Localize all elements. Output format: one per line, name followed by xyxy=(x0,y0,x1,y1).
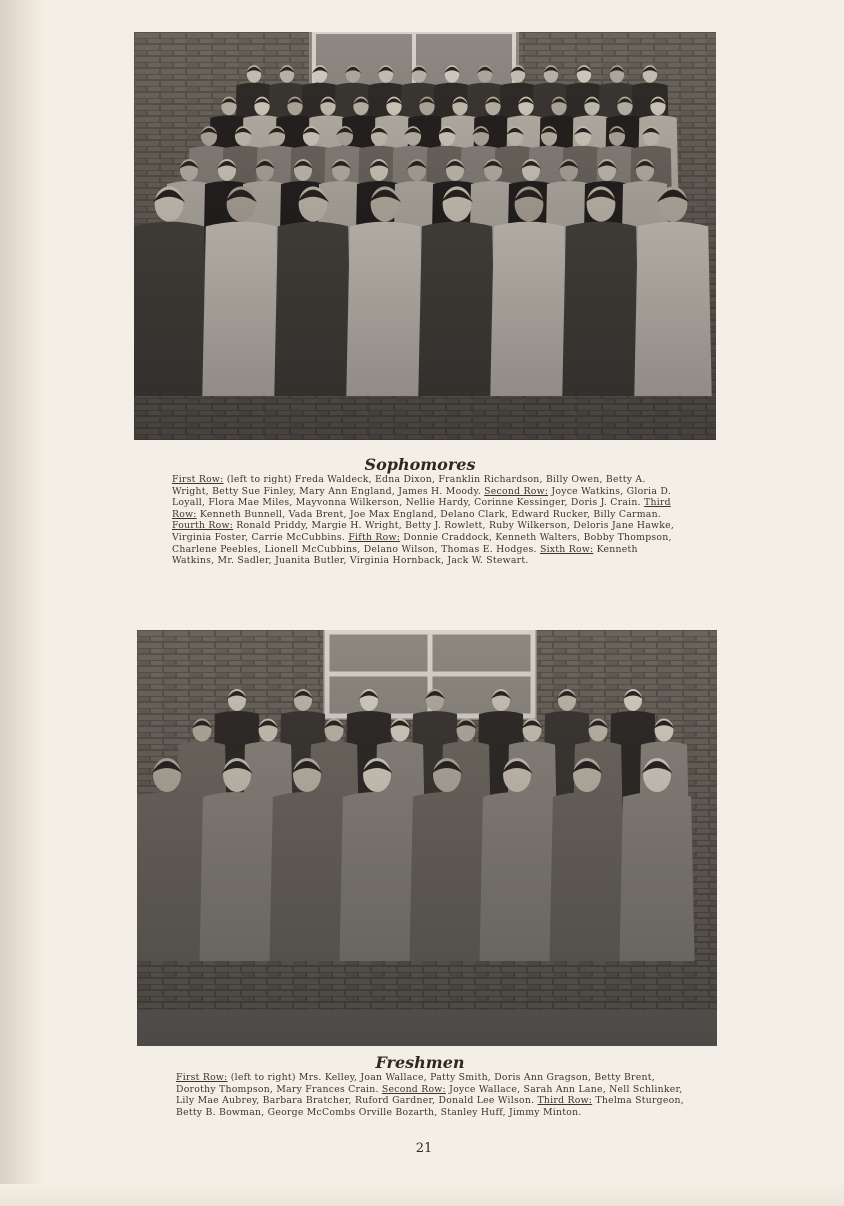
caption-row-label: First Row: xyxy=(172,474,224,485)
caption-row-names: Donnie Craddock, Kenneth Walters, Bobby Thompson, Charlene Peebles, Lionell McCubbins, Delano Wilson, Thomas E. Hodges. xyxy=(172,531,672,555)
caption-row-names: Ronald Priddy, Margie H. Wright, Betty J. Rowlett, Ruby Wilkerson, Deloris Jane Hawke, Virginia Foster, Carrie McCubbins. xyxy=(172,520,675,543)
page-number: 21 xyxy=(415,1141,433,1156)
sophomores-title: Sophomores xyxy=(364,455,476,474)
caption-row-names: Joyce Wallace, Sarah Ann Lane, Nell Schlinker, Lily Mae Aubrey, Barbara Bratcher, Ruford Gardner, Donald Lee Wilson. xyxy=(176,1083,683,1107)
caption-row-label: First Row: xyxy=(176,1072,228,1083)
caption-row-label: Sixth Row: xyxy=(539,543,594,555)
freshmen-title: Freshmen xyxy=(375,1053,465,1072)
book-binding-shadow xyxy=(0,0,46,1206)
caption-row-names: Thelma Sturgeon, Betty B. Bowman, George McCombs Orville Bozarth, Stanley Huff, Jimmy Minton. xyxy=(176,1095,684,1118)
caption-row-label: Second Row: xyxy=(484,485,549,497)
page-bottom-edge xyxy=(0,1184,844,1206)
caption-row-names: Joyce Watkins, Gloria D. Loyall, Flora Mae Miles, Mayvonna Wilkerson, Nellie Hardy, Corinne Kessinger, Doris J. Crain. xyxy=(172,485,671,509)
caption-row-label: Second Row: xyxy=(381,1083,446,1095)
caption-row-names: (left to right) Freda Waldeck, Edna Dixon, Franklin Richardson, Billy Owen, Betty A. Wright, Betty Sue Finley, Mary Ann England, James H. Moody. xyxy=(172,474,646,497)
caption-row-label: Fifth Row: xyxy=(348,531,401,543)
sophomores-photo-illustration xyxy=(134,32,716,440)
sophomores-caption xyxy=(172,474,682,567)
freshmen-class-photo xyxy=(137,630,717,1046)
caption-row-names: (left to right) Mrs. Kelley, Joan Wallace, Patty Smith, Doris Ann Gragson, Betty Brent, Dorothy Thompson, Mary Frances Crain. xyxy=(176,1072,655,1095)
freshmen-caption xyxy=(176,1072,686,1118)
sophomores-class-photo xyxy=(134,32,716,440)
caption-row-names: Kenneth Watkins, Mr. Sadler, Juanita Butler, Virginia Hornback, Jack W. Stewart. xyxy=(172,543,638,567)
caption-row-label: Fourth Row: xyxy=(172,520,234,532)
caption-row-names: Kenneth Bunnell, Vada Brent, Joe Max England, Delano Clark, Edward Rucker, Billy Carman. xyxy=(196,508,662,520)
freshmen-photo-illustration xyxy=(137,630,717,1046)
caption-row-label: Third Row: xyxy=(172,497,671,520)
caption-row-label: Third Row: xyxy=(537,1095,593,1107)
